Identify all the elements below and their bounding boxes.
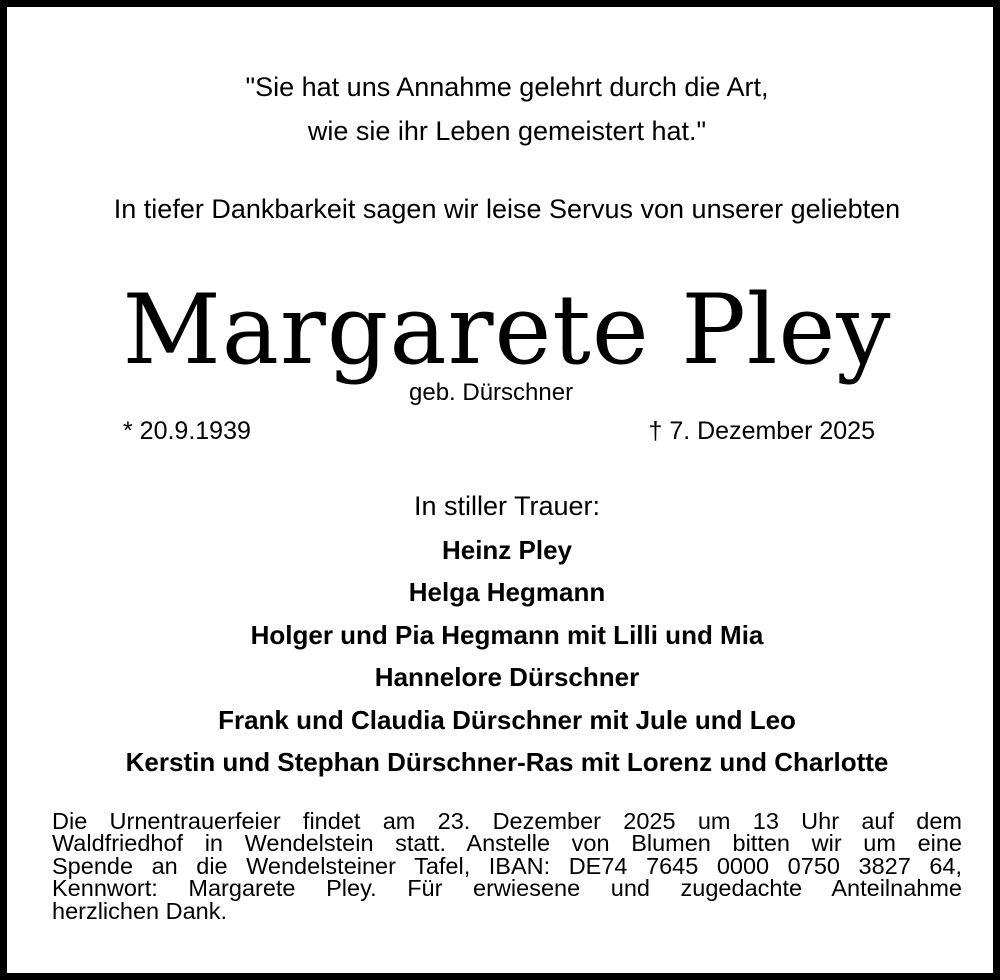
deceased-name: Margarete Pley bbox=[122, 274, 892, 386]
mourner: Helga Hegmann bbox=[408, 577, 606, 608]
notice-line: Waldfriedhof in Wendelstein statt. Anstelle von Blumen bitten wir um eine bbox=[52, 830, 962, 857]
mourner: Kerstin und Stephan Dürschner-Ras mit Lorenz und Charlotte bbox=[125, 747, 889, 778]
maiden-name: geb. Dürschner bbox=[409, 379, 574, 406]
notice-line: herzlichen Dank. bbox=[52, 897, 228, 924]
funeral-notice bbox=[52, 810, 962, 922]
intro-text: In tiefer Dankbarkeit sagen wir leise Servus von unserer geliebten bbox=[113, 194, 901, 224]
quote-line-2: wie sie ihr Leben gemeistert hat." bbox=[307, 116, 707, 146]
notice-line: Kennwort: Margarete Pley. Für erwiesene und zugedachte Anteilnahme bbox=[52, 875, 962, 902]
mourner: Frank und Claudia Dürschner mit Jule und Leo bbox=[218, 704, 796, 735]
death-date: † 7. Dezember 2025 bbox=[648, 417, 875, 445]
notice-line: Spende an die Wendelsteiner Tafel, IBAN: DE74 7645 0000 0750 3827 64, bbox=[52, 852, 962, 879]
mourning-label: In stiller Trauer: bbox=[413, 491, 601, 521]
birth-date: * 20.9.1939 bbox=[123, 417, 251, 445]
quote bbox=[7, 65, 1000, 153]
mourner: Heinz Pley bbox=[441, 535, 573, 565]
mourner: Hannelore Dürschner bbox=[374, 662, 640, 693]
notice-line: Die Urnentrauerfeier findet am 23. Dezember 2025 um 13 Uhr auf dem bbox=[52, 808, 962, 834]
mourners-list bbox=[7, 529, 1000, 783]
quote-line-1: "Sie hat uns Annahme gelehrt durch die Art, bbox=[245, 72, 769, 102]
mourner: Holger und Pia Hegmann mit Lilli und Mia bbox=[250, 619, 764, 650]
